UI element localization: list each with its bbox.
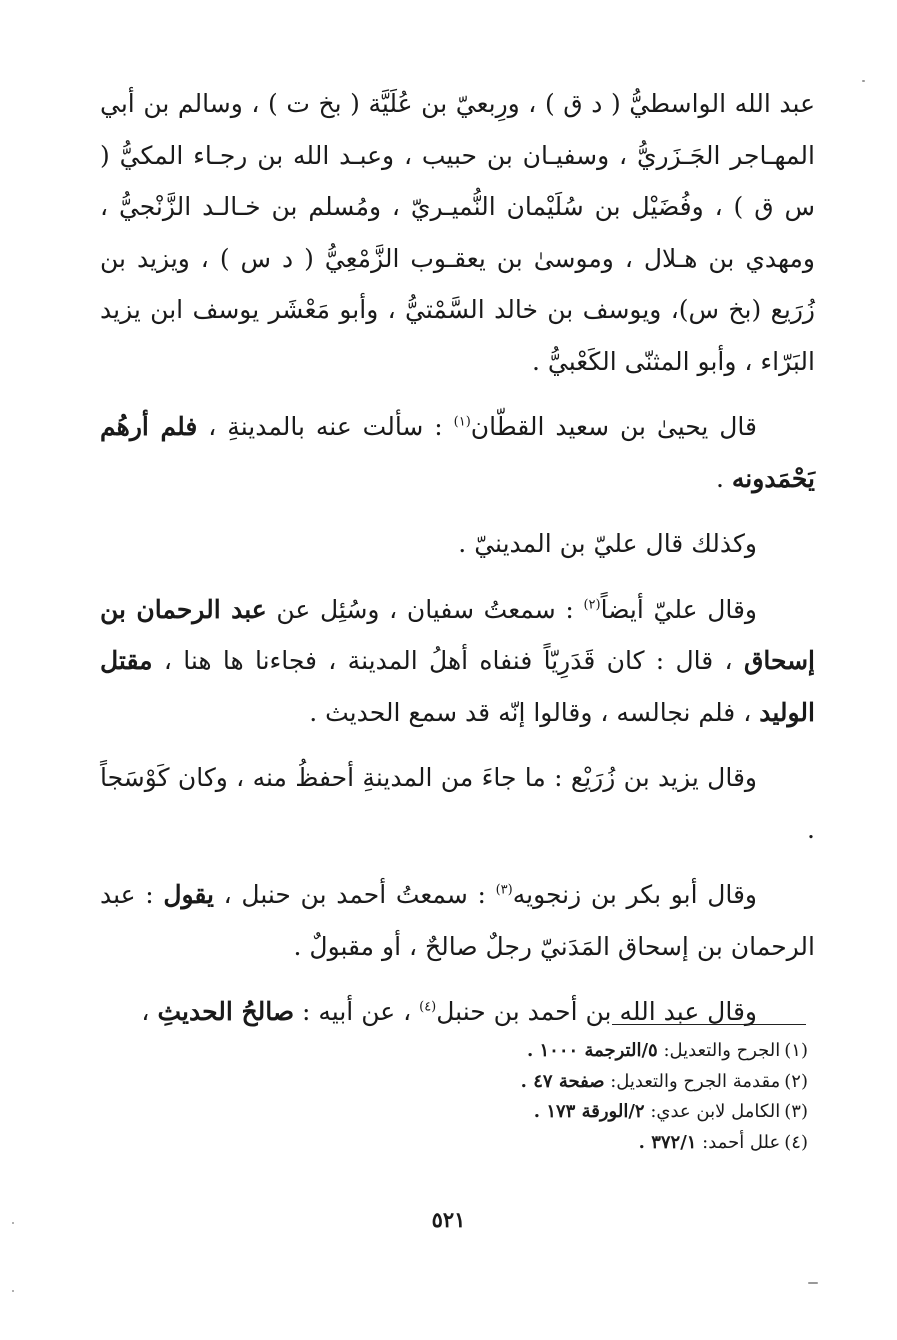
footnote-item: [380, 1036, 808, 1067]
footnote-citation: ٢/الورقة ١٧٣ .: [533, 1101, 645, 1122]
paragraph: [100, 986, 815, 1038]
scan-speck: [862, 80, 865, 82]
footnote-item: [380, 1097, 808, 1128]
footnote-reference: (١): [453, 414, 471, 430]
paragraph: [100, 518, 815, 570]
emphasized-text: صالحُ الحديثِ: [157, 997, 295, 1026]
text-segment: : سمعتُ أحمد بن حنبل ،: [214, 880, 496, 909]
footnote-number: (٣): [784, 1101, 808, 1122]
footnote-citation: صفحة ٤٧ .: [520, 1070, 605, 1092]
main-text-body: [100, 78, 815, 1052]
text-segment: وكذلك قال عليّ بن المدينيّ .: [458, 529, 757, 558]
text-segment: وقال عبد الله بن أحمد بن حنبل: [436, 997, 757, 1026]
page-number: ٥٢١: [431, 1207, 466, 1232]
emphasized-text: يقول: [163, 880, 215, 909]
emphasized-text: مقتل الوليد: [100, 646, 815, 727]
scan-speck: [808, 1282, 818, 1284]
text-segment: وقال عليّ أيضاً: [600, 594, 757, 624]
footnote-source: الكامل لابن عدي:: [644, 1101, 781, 1122]
paragraph: [100, 869, 815, 972]
paragraph: [100, 401, 815, 504]
text-segment: ، قال : كان قَدَرِيّاً فنفاه أهلُ المدينة ، فجاءنا ها هنا ،: [152, 646, 744, 675]
emphasized-text: عبد الرحمان بن إسحاق: [100, 594, 815, 675]
paragraph: [100, 78, 815, 387]
footnote-separator: [612, 1024, 806, 1025]
footnote-reference: (٢): [583, 597, 601, 613]
text-segment: عبد الله الواسطيُّ ( د ق ) ، ورِبعيّ بن عُلَيَّة ( بخ ت ) ، وسالم بن أبي المهـاجر الجَـزَريُّ ، وسفيـان بن حبيب ، وعبـد الله بن رجـاء المكيُّ ( س ق ) ، وفُضَيْل بن سُلَيْمان النُّميـريّ ، ومُسلم بن خـالـد الزَّنْجيُّ ، ومهدي بن هـلال ، وموسىٰ بن يعقـوب الزَّمْعِيُّ ( د س ) ، ويزيد بن زُرَيع (بخ س)، ويوسف بن خالد السَّمْتيُّ ، وأبو مَعْشَر يوسف ابن يزيد البَرّاء ، وأبو المثنّى الكَعْبيُّ .: [100, 89, 815, 376]
scan-speck: [12, 1222, 14, 1224]
footnotes-section: [380, 1036, 808, 1158]
scan-speck: [12, 1290, 14, 1292]
footnote-reference: (٣): [495, 882, 513, 898]
paragraph: [100, 584, 815, 739]
text-segment: : سمعتُ سفيان ، وسُئِل عن: [266, 594, 584, 624]
emphasized-text: فلم أرهُم يَحْمَدونه: [100, 412, 815, 493]
text-segment: وقال يزيد بن زُرَيْع : ما جاءَ من المدينةِ أحفظُ منه ، وكان كَوْسَجاً .: [100, 763, 815, 844]
footnote-number: (٤): [784, 1131, 808, 1153]
footnote-source: علل أحمد:: [696, 1131, 781, 1153]
footnote-citation: ٣٧٢/١ .: [638, 1131, 697, 1153]
text-segment: قال يحيىٰ بن سعيد القطّان: [470, 412, 757, 441]
paragraph: [100, 752, 815, 855]
footnote-source: الجرح والتعديل:: [657, 1040, 781, 1061]
footnote-reference: (٤): [419, 999, 437, 1015]
text-segment: : سألت عنه بالمدينةِ ،: [197, 412, 454, 441]
text-segment: : عبد الرحمان بن إسحاق المَدَنيّ رجلٌ صالحٌ ، أو مقبولٌ .: [100, 880, 815, 961]
text-segment: ، فلم نجالسه ، وقالوا إنّه قد سمع الحديث .: [309, 697, 760, 727]
text-segment: وقال أبو بكر بن زنجويه: [512, 880, 757, 909]
footnote-item: [380, 1067, 808, 1098]
text-segment: ،: [141, 997, 158, 1026]
footnote-citation: ٥/الترجمة ١٠٠٠ .: [526, 1040, 658, 1061]
footnote-source: مقدمة الجرح والتعديل:: [604, 1070, 781, 1092]
footnote-number: (١): [784, 1040, 808, 1061]
text-segment: ، عن أبيه :: [294, 997, 420, 1026]
footnote-item: [380, 1128, 808, 1159]
footnote-number: (٢): [784, 1070, 808, 1092]
text-segment: .: [715, 463, 732, 493]
